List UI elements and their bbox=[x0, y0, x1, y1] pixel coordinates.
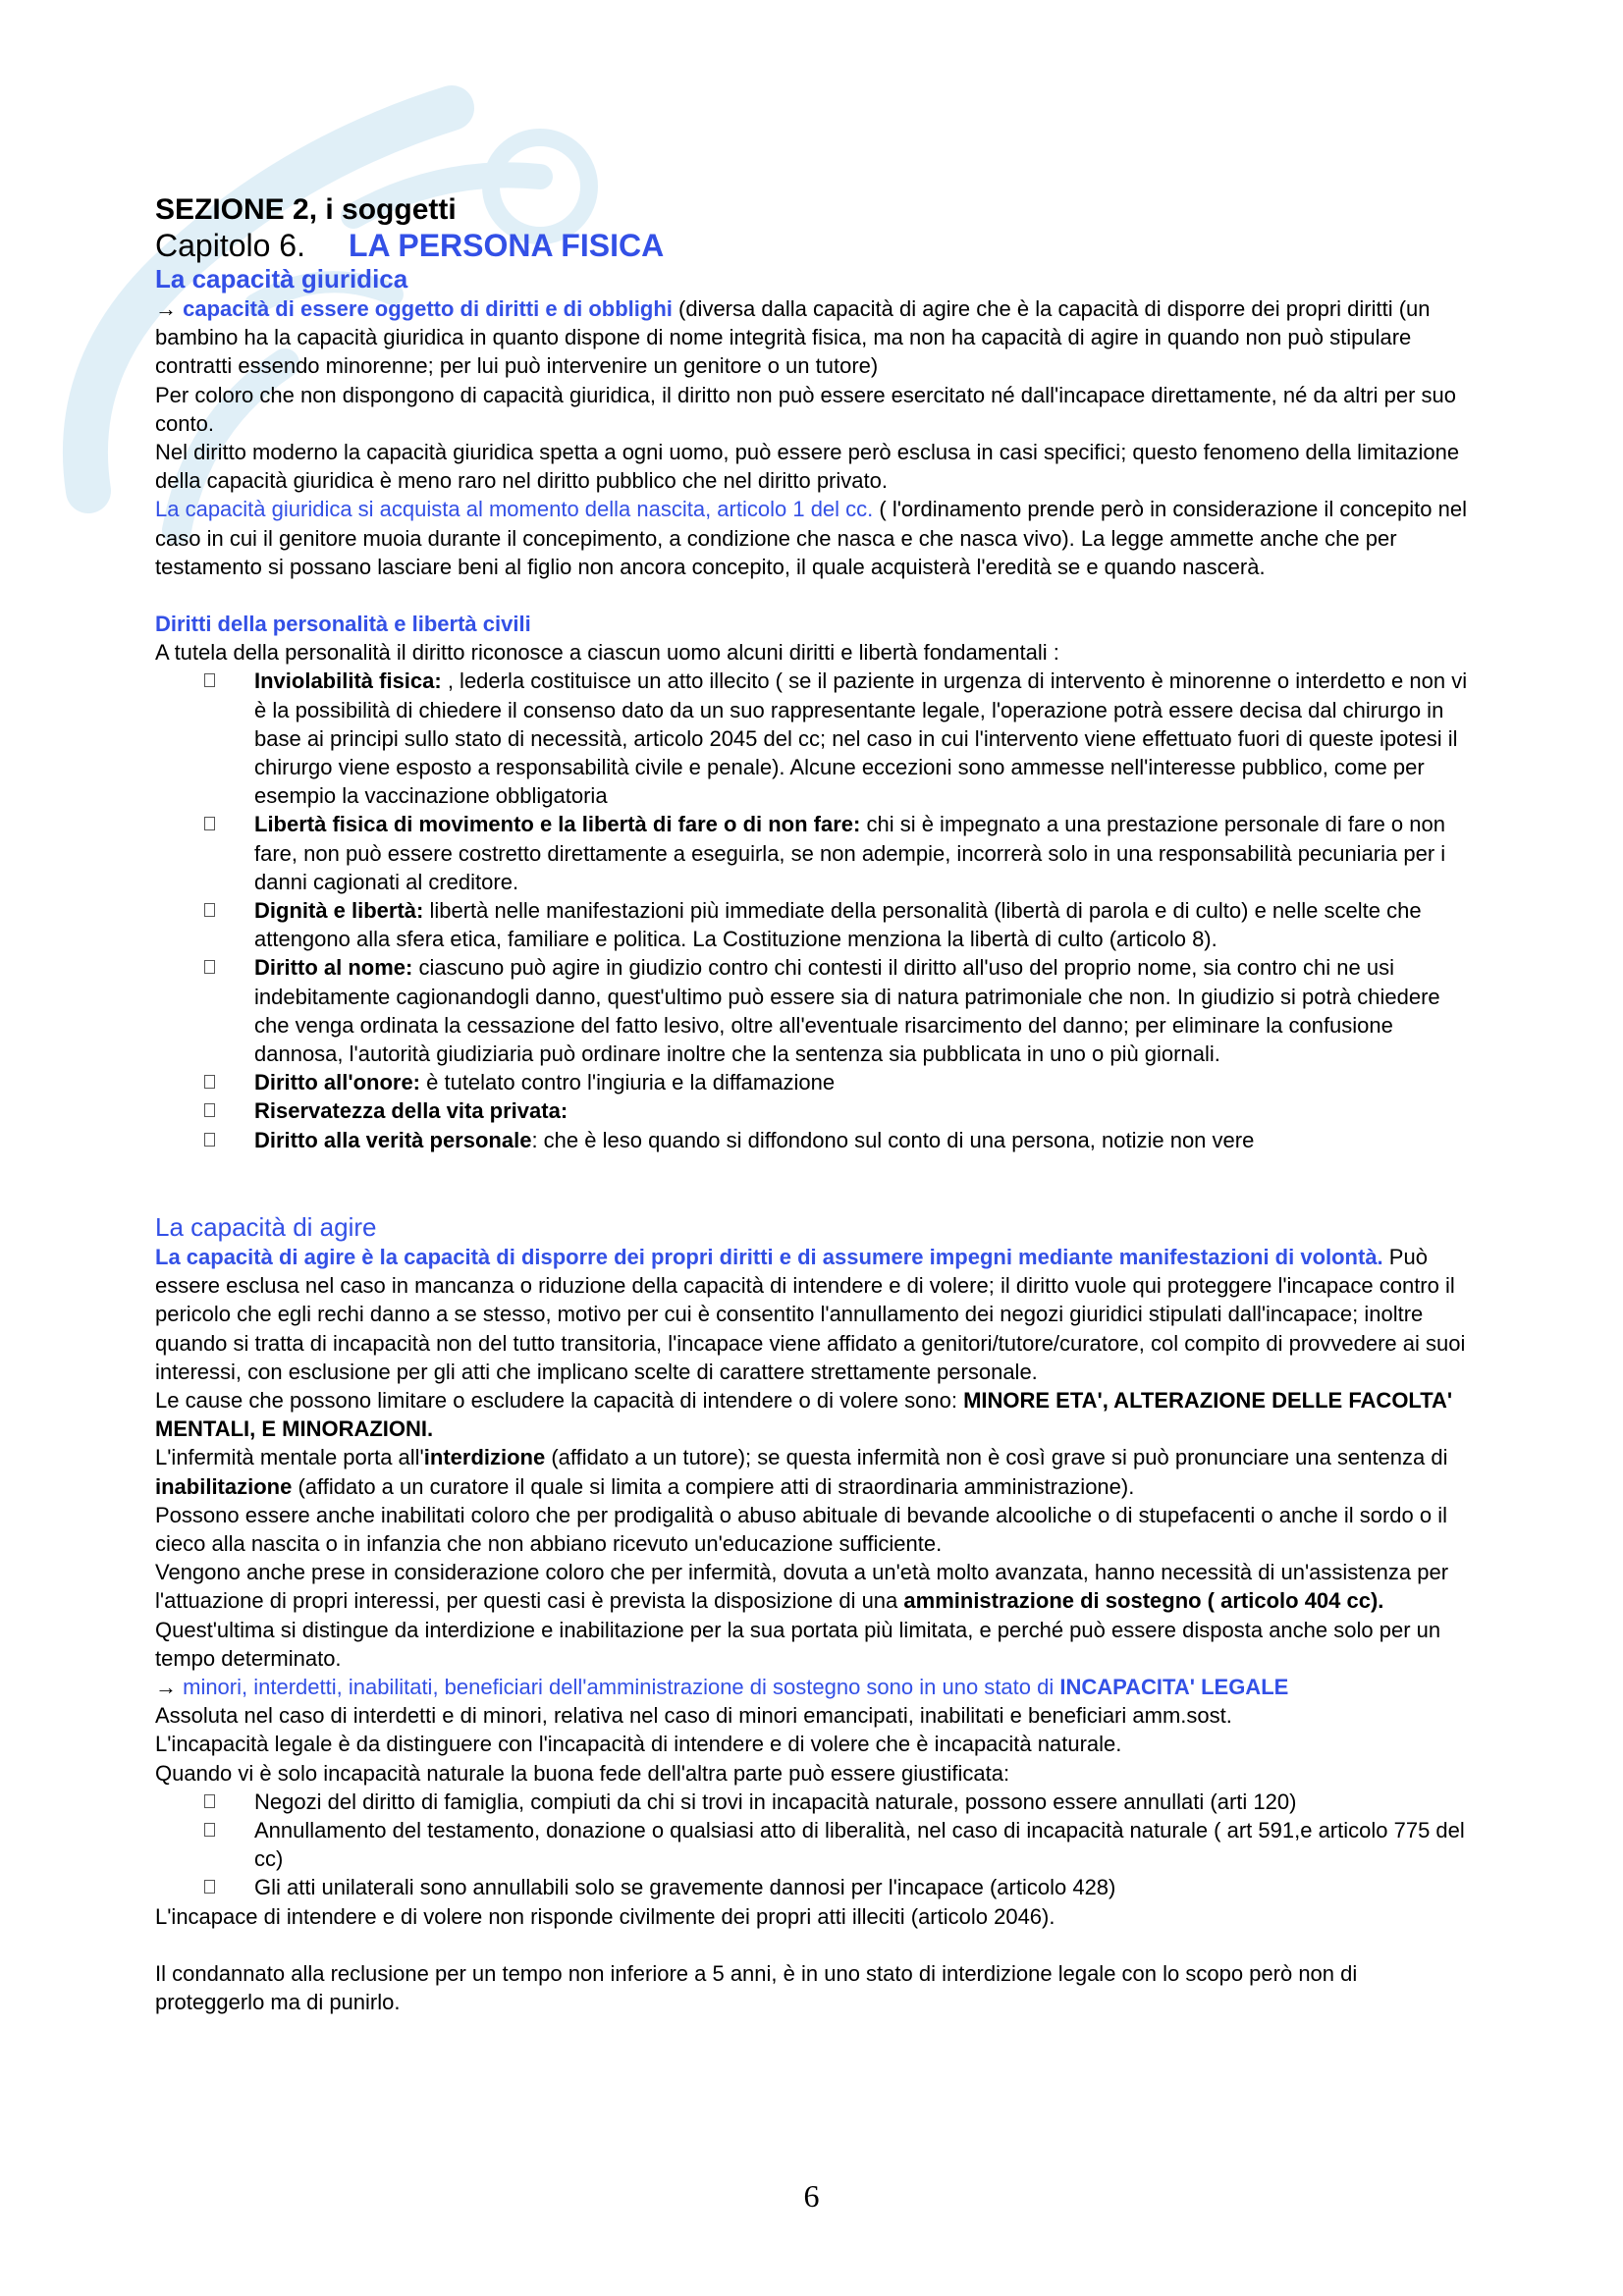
heading-capacita-giuridica: La capacità giuridica bbox=[155, 264, 408, 294]
bullet-icon bbox=[204, 673, 215, 687]
list-item: Dignità e libertà: libertà nelle manifestazioni più immediate della personalità (libertà di parola e di culto) e nelle scelte che attengono alla sfera etica, familiare e politica. La Costituzione menziona la libertà di culto (articolo 8). bbox=[155, 896, 1471, 953]
bullet-icon bbox=[204, 1103, 215, 1117]
rights-list bbox=[155, 667, 1471, 1153]
list-item: Riservatezza della vita privata: bbox=[155, 1096, 1471, 1125]
paragraph: Il condannato alla reclusione per un tempo non inferiore a 5 anni, è in uno stato di interdizione legale con lo scopo però non di proteggerlo ma di punirlo. bbox=[155, 1960, 1358, 2014]
paragraph: Nel diritto moderno la capacità giuridica spetta a ogni uomo, può essere però esclusa in casi specifici; questo fenomeno della limitazione della capacità giuridica è meno raro nel diritto pubblico che nel diritto privato. bbox=[155, 440, 1460, 494]
list-item: Negozi del diritto di famiglia, compiuti da chi si trovi in incapacità naturale, possono essere annullati (arti 120) bbox=[155, 1788, 1471, 1816]
list-item: Annullamento del testamento, donazione o qualsiasi atto di liberalità, nel caso di incapacità naturale ( art 591,e articolo 775 del cc) bbox=[155, 1816, 1471, 1873]
spacer bbox=[155, 1931, 1471, 1959]
bullet-icon bbox=[204, 903, 215, 917]
paragraph: Possono essere anche inabilitati coloro che per prodigalità o abuso abituale di bevande alcooliche o di stupefacenti o anche il sordo o il cieco alla nascita o in infanzia che non abbiano ricevuto un'educazione sufficiente. bbox=[155, 1502, 1447, 1556]
heading-diritti: Diritti della personalità e libertà civili bbox=[155, 612, 531, 637]
paragraph: → capacità di essere oggetto di diritti e di obblighi (diversa dalla capacità di agire che è la capacità di disporre dei propri diritti (un bambino ha la capacità giuridica in quanto dispone di nome integrità fisica, ma non ha capacità di agire in quando non può stipulare contratti essendo minorenne; per lui può intervenire un genitore o un tutore) bbox=[155, 296, 1431, 379]
section-title: SEZIONE 2, i soggetti bbox=[155, 193, 457, 226]
paragraph: Assoluta nel caso di interdetti e di minori, relativa nel caso di minori emancipati, inabilitati e beneficiari amm.sost. bbox=[155, 1703, 1232, 1729]
chapter-label: Capitolo 6. bbox=[155, 228, 305, 263]
document-page bbox=[155, 192, 1471, 2016]
list-item: Gli atti unilaterali sono annullabili solo se gravemente dannosi per l'incapace (articolo 428) bbox=[155, 1873, 1471, 1901]
paragraph: A tutela della personalità il diritto riconosce a ciascun uomo alcuni diritti e libertà fondamentali : bbox=[155, 640, 1059, 666]
natural-incapacity-list bbox=[155, 1788, 1471, 1902]
bullet-icon bbox=[204, 817, 215, 830]
arrow-icon: → bbox=[155, 1674, 177, 1699]
paragraph: → minori, interdetti, inabilitati, beneficiari dell'amministrazione di sostegno sono in uno stato di INCAPACITA' LEGALE bbox=[155, 1674, 1289, 1699]
paragraph: L'infermità mentale porta all'interdizione (affidato a un tutore); se questa infermità non è così grave si può pronunciare una sentenza di inabilitazione (affidato a un curatore il quale si limita a compiere atti di straordinaria amministrazione). bbox=[155, 1445, 1448, 1499]
paragraph: Per coloro che non dispongono di capacità giuridica, il diritto non può essere esercitato né dall'incapace direttamente, né da altri per suo conto. bbox=[155, 382, 1457, 436]
bullet-icon bbox=[204, 1880, 215, 1894]
paragraph: Quando vi è solo incapacità naturale la buona fede dell'altra parte può essere giustificata: bbox=[155, 1760, 1010, 1786]
list-item: Libertà fisica di movimento e la libertà di fare o di non fare: chi si è impegnato a una prestazione personale di fare o non fare, non può essere costretto direttamente a eseguirla, se non adempie, incorrerà solo in una responsabilità pecuniaria per i danni cagionati al creditore. bbox=[155, 810, 1471, 896]
bullet-icon bbox=[204, 960, 215, 974]
paragraph: L'incapace di intendere e di volere non risponde civilmente dei propri atti illeciti (articolo 2046). bbox=[155, 1903, 1055, 1929]
bullet-icon bbox=[204, 1794, 215, 1808]
page-number: 6 bbox=[803, 2178, 820, 2214]
list-item: Diritto al nome: ciascuno può agire in giudizio contro chi contesti il diritto all'uso del proprio nome, sia contro chi ne usi indebitamente cagionandogli danno, quest'ultimo può essere sia di natura patrimoniale che non. In giudizio si potrà chiedere che venga ordinata la cessazione del fatto lesivo, oltre all'eventuale risarcimento del danno; per eliminare la confusione dannosa, l'autorità giudiziaria può ordinare inoltre che la sentenza sia pubblicata in uno o più giornali. bbox=[155, 953, 1471, 1068]
paragraph: Vengono anche prese in considerazione coloro che per infermità, dovuta a un'età molto avanzata, hanno necessità di un'assistenza per l'attuazione di propri interessi, per questi casi è prevista la disposizione di una amministrazione di sostegno ( articolo 404 cc). Quest'ultima si distingue da interdizione e inabilitazione per la sua portata più limitata, e perché può essere disposta anche solo per un tempo determinato. bbox=[155, 1560, 1449, 1671]
spacer bbox=[155, 1154, 1471, 1211]
paragraph: La capacità giuridica si acquista al momento della nascita, articolo 1 del cc. ( l'ordinamento prende però in considerazione il concepito nel caso in cui il genitore muoia durante il concepimento, a condizione che nasca e che nasca vivo). La legge ammette anche che per testamento si possano lasciare beni al figlio non ancora concepito, il quale acquisterà l'eredità se e quando nascerà. bbox=[155, 497, 1467, 579]
bullet-icon bbox=[204, 1133, 215, 1147]
chapter-heading bbox=[155, 228, 1471, 263]
paragraph: Le cause che possono limitare o escludere la capacità di intendere o di volere sono: MINORE ETA', ALTERAZIONE DELLE FACOLTA' MENTALI, E MINORAZIONI. bbox=[155, 1387, 1453, 1442]
chapter-title: LA PERSONA FISICA bbox=[348, 228, 665, 263]
spacer bbox=[155, 581, 1471, 610]
arrow-icon: → bbox=[155, 296, 177, 321]
list-item: Inviolabilità fisica: , lederla costituisce un atto illecito ( se il paziente in urgenza di intervento è minorenne o interdetto e non vi è la possibilità di chiedere il consenso dato da un suo rappresentante legale, l'operazione potrà essere decisa dal chirurgo in base ai principi sullo stato di necessità, articolo 2045 del cc; nel caso in cui l'intervento viene effettuato fuori di queste ipotesi il chirurgo viene esposto a responsabilità civile e penale). Alcune eccezioni sono ammesse nell'interesse pubblico, come per esempio la vaccinazione obbligatoria bbox=[155, 667, 1471, 810]
list-item: Diritto alla verità personale: che è leso quando si diffondono sul conto di una persona, notizie non vere bbox=[155, 1126, 1471, 1154]
bullet-icon bbox=[204, 1823, 215, 1837]
paragraph: L'incapacità legale è da distinguere con l'incapacità di intendere e di volere che è incapacità naturale. bbox=[155, 1732, 1122, 1757]
heading-capacita-agire: La capacità di agire bbox=[155, 1211, 377, 1242]
list-item: Diritto all'onore: è tutelato contro l'ingiuria e la diffamazione bbox=[155, 1068, 1471, 1096]
bullet-icon bbox=[204, 1075, 215, 1089]
paragraph: La capacità di agire è la capacità di disporre dei propri diritti e di assumere impegni mediante manifestazioni di volontà. Può essere esclusa nel caso in mancanza o riduzione della capacità di intendere e di volere; il diritto vuole qui proteggere l'incapace contro il pericolo che egli rechi danno a se stesso, motivo per cui è consentito l'annullamento dei negozi giuridici stipulati dall'incapace; inoltre quando si tratta di incapacità non del tutto transitoria, l'incapace viene affidato a genitori/tutore/curatore, col compito di provvedere ai suoi interessi, con esclusione per gli atti che implicano scelte di carattere strettamente personale. bbox=[155, 1244, 1466, 1384]
